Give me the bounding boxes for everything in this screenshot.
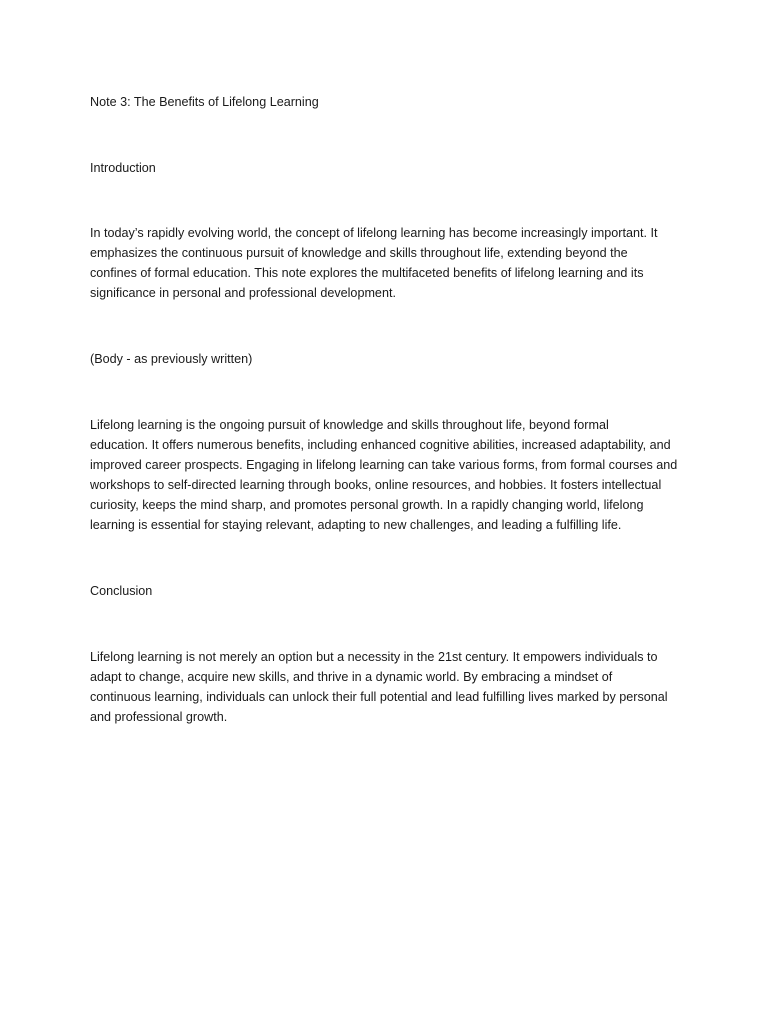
introduction-line: confines of formal education. This note explores the multifaceted benefits of lifelong learning and its bbox=[90, 266, 644, 280]
introduction-paragraph bbox=[90, 223, 690, 303]
conclusion-line: and professional growth. bbox=[90, 710, 228, 724]
body-line: learning is essential for staying relevant, adapting to new challenges, and leading a fulfilling life. bbox=[90, 518, 622, 532]
conclusion-heading: Conclusion bbox=[90, 584, 153, 598]
introduction-line: emphasizes the continuous pursuit of knowledge and skills throughout life, extending beyond the bbox=[90, 246, 628, 260]
body-line: improved career prospects. Engaging in lifelong learning can take various forms, from formal courses and bbox=[90, 458, 678, 472]
introduction-heading: Introduction bbox=[90, 161, 156, 175]
conclusion-line: continuous learning, individuals can unlock their full potential and lead fulfilling lives marked by personal bbox=[90, 690, 668, 704]
conclusion-paragraph bbox=[90, 647, 690, 727]
body-paragraph bbox=[90, 415, 690, 535]
body-heading: (Body - as previously written) bbox=[90, 352, 253, 366]
introduction-line: significance in personal and professional development. bbox=[90, 286, 396, 300]
body-line: Lifelong learning is the ongoing pursuit of knowledge and skills throughout life, beyond formal bbox=[90, 418, 609, 432]
conclusion-line: Lifelong learning is not merely an option but a necessity in the 21st century. It empowers individuals to bbox=[90, 650, 658, 664]
introduction-line: In today’s rapidly evolving world, the concept of lifelong learning has become increasingly important. It bbox=[90, 226, 658, 240]
body-line: education. It offers numerous benefits, including enhanced cognitive abilities, increased adaptability, and bbox=[90, 438, 671, 452]
body-line: workshops to self-directed learning through books, online resources, and hobbies. It fosters intellectual bbox=[90, 478, 662, 492]
body-line: curiosity, keeps the mind sharp, and promotes personal growth. In a rapidly changing world, lifelong bbox=[90, 498, 644, 512]
conclusion-line: adapt to change, acquire new skills, and thrive in a dynamic world. By embracing a mindset of bbox=[90, 670, 613, 684]
document-title: Note 3: The Benefits of Lifelong Learning bbox=[90, 95, 319, 109]
